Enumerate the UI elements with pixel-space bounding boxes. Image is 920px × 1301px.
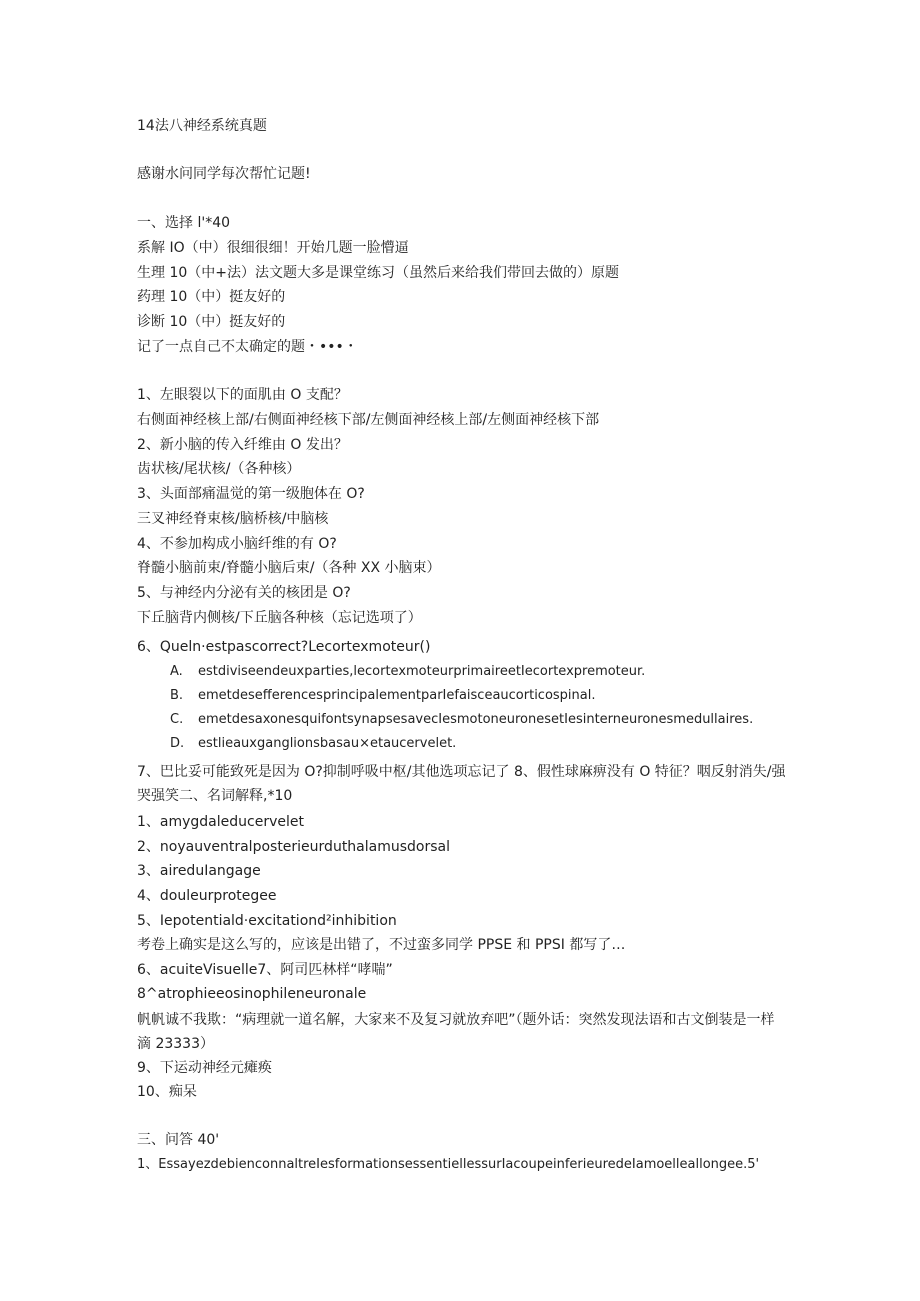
- term-line: 10、痴呆: [137, 1084, 197, 1100]
- question-line: 3、头面部痛温觉的第一级胞体在 O?: [137, 486, 365, 502]
- term-line: 2、noyauventralposterieurduthalamusdorsal: [137, 839, 451, 855]
- answer-line: 右侧面神经核上部/右侧面神经核下部/左侧面神经核上部/左侧面神经核下部: [137, 412, 600, 428]
- option-c: [170, 710, 753, 730]
- option-a: [170, 662, 645, 682]
- comment-line: 考卷上确实是这么写的，应该是出错了，不过蛮多同学 PPSE 和 PPSI 都写了…: [137, 937, 626, 953]
- option-label: C.: [170, 712, 184, 727]
- thanks-line: 感谢水问同学每次帮忙记题!: [137, 166, 311, 182]
- text-line: 药理 10（中）挺友好的: [137, 289, 286, 305]
- text-line: 系解 IO（中）很细很细！开始几题一脸懵逼: [137, 240, 409, 256]
- question-line: 5、与神经内分泌有关的核团是 O?: [137, 585, 351, 601]
- option-label: B.: [170, 688, 184, 703]
- comment-paragraph: 帆帆诚不我欺：“病理就一道名解，大家来不及复习就放弃吧”（题外话：突然发现法语和古文倒装是一样滴 23333）: [137, 1012, 775, 1052]
- term-line: 4、douleurprotegee: [137, 888, 277, 904]
- option-text: estdiviseendeuxparties,lecortexmoteurprimaireetIecortexpremoteur.: [198, 664, 646, 679]
- answer-line: 齿状核/尾状核/（各种核）: [137, 461, 301, 477]
- option-text: estlieauxganglionsbasau×etaucervelet.: [198, 736, 457, 751]
- term-line: 9、下运动神经元瘫痪: [137, 1060, 272, 1076]
- option-label: A.: [170, 664, 183, 679]
- section-1-heading: 一、选择 l'*40: [137, 215, 231, 231]
- question-line: 6、Queln·estpascorrect?Lecortexmoteur(): [137, 639, 431, 655]
- section-3-heading: 三、问答 40': [137, 1132, 220, 1148]
- term-line: 1、amygdaleducervelet: [137, 814, 304, 830]
- option-text: emetdesefferencesprincipalementparIefaisceaucorticospinal.: [198, 688, 596, 703]
- option-d: [170, 734, 456, 754]
- doc-title: 14法八神经系统真题: [137, 118, 267, 134]
- essay-question: 1、EssayezdebienconnaltreIesformationsessentiellessurIacoupeinferieuredeIamoelleallongee.5': [137, 1157, 760, 1172]
- question-line: 2、新小脑的传入纤维由 O 发出？: [137, 437, 348, 453]
- answer-line: 脊髓小脑前束/脊髓小脑后束/（各种 XX 小脑束）: [137, 560, 441, 576]
- question-line: 1、左眼裂以下的面肌由 O 支配？: [137, 387, 348, 403]
- option-b: [170, 686, 596, 706]
- term-line: 8^atrophieeosinophileneuronale: [137, 986, 367, 1002]
- answer-line: 三叉神经脊束核/脑桥核/中脑核: [137, 511, 329, 527]
- term-line: 6、acuiteVisuelle7、阿司匹林样“哮喘”: [137, 962, 393, 978]
- answer-line: 下丘脑背内侧核/下丘脑各种核（忘记选项了）: [137, 610, 422, 626]
- question-7-8-paragraph: 7、巴比妥可能致死是因为 O?抑制呼吸中枢/其他选项忘记了 8、假性球麻痹没有 O 特征？咽反射消失/强哭强笑二、名词解释,*10: [137, 764, 786, 804]
- option-text: emetdesaxonesquifontsynapsesavecIesmotoneuronesetIesinterneuronesmedullaires.: [198, 712, 754, 727]
- text-line: 生理 10（中+法）法文题大多是课堂练习（虽然后来给我们带回去做的）原题: [137, 265, 619, 281]
- term-line: 5、Iepotentiald·excitationd²inhibition: [137, 913, 397, 929]
- text-line: 记了一点自己不太确定的题・•••・: [137, 339, 358, 355]
- term-line: 3、aireduIangage: [137, 863, 261, 879]
- text-line: 诊断 10（中）挺友好的: [137, 314, 286, 330]
- option-label: D.: [170, 736, 185, 751]
- question-line: 4、不参加构成小脑纤维的有 O?: [137, 536, 337, 552]
